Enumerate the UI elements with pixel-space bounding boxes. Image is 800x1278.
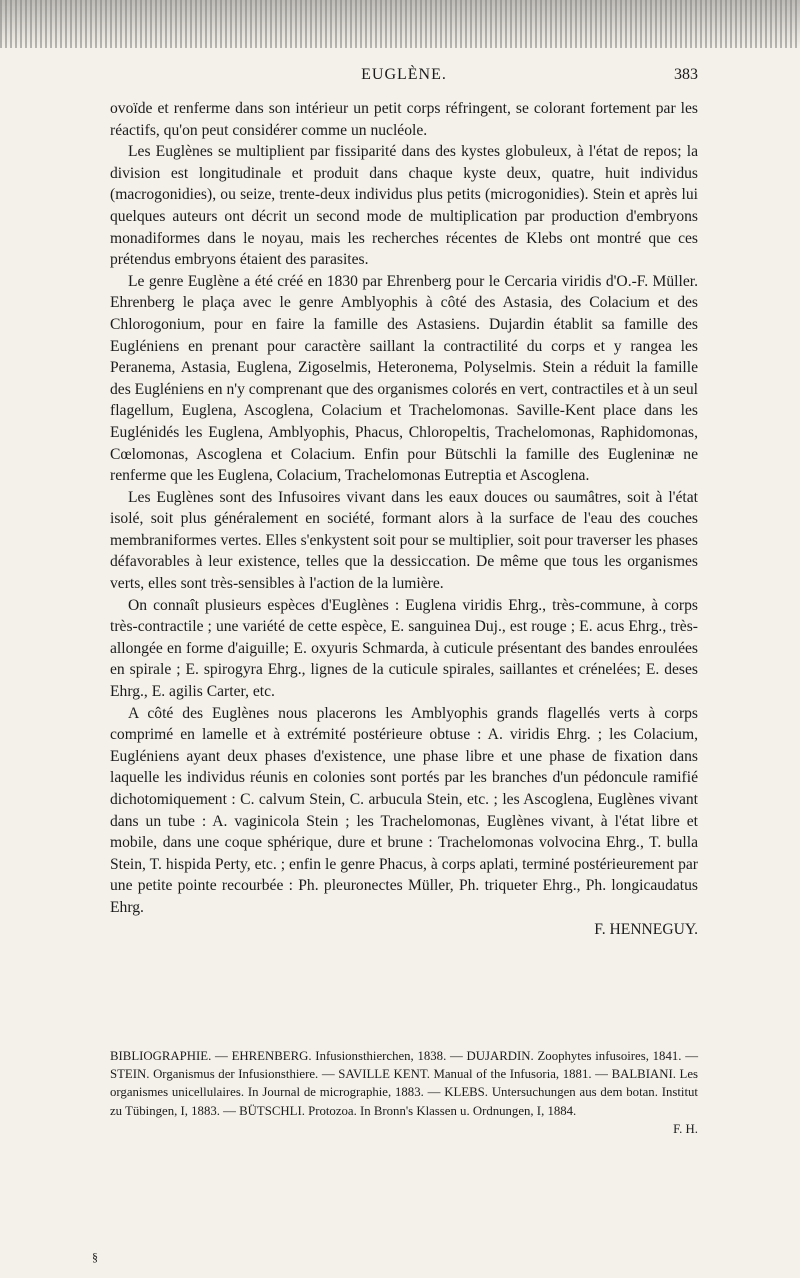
footer-mark: § (92, 1250, 98, 1264)
page-header (110, 66, 698, 88)
paragraph-6: A côté des Euglènes nous placerons les Amblyophis grands flagellés verts à corps comprimé en lamelle et à extrémité postérieure obtuse : A. viridis Ehrg. ; les Colacium, Eugléniens ayant deux phases d'existence, une phase libre et une phase de fixation dans laquelle les individus réunis en colonies sont portés par les branches d'un pédoncule ramifié dichotomiquement : C. calvum Stein, C. arbucula Stein, etc. ; les Ascoglena, Euglènes vivant dans un tube : A. vaginicola Stein ; les Trachelomonas, Euglènes vivant, à l'état libre et mobile, dans une coque sphérique, dure et brune : Trachelomonas volvocina Ehrg., T. bulla Stein, T. hispida Perty, etc. ; enfin le genre Phacus, à corps aplati, terminé postérieurement par une petite pointe recourbée : Ph. pleuronectes Müller, Ph. triqueter Ehrg., Ph. longicaudatus Ehrg. (110, 704, 698, 916)
author-signature: F. HENNEGUY. (594, 920, 698, 938)
bibliography (110, 1047, 698, 1138)
paragraph-1: ovoïde et renferme dans son intérieur un petit corps réfringent, se colorant fortement par les réactifs, qu'on peut considérer comme un nucléole. (110, 100, 698, 139)
paragraph-2: Les Euglènes se multiplient par fissiparité dans des kystes globuleux, à l'état de repos; la division est longitudinale et produit dans chaque kyste deux, quatre, huit individus (macrogonidies), ou seize, trente-deux individus plus petits (microgonidies). Stein et après lui quelques auteurs ont décrit un second mode de multiplication par production d'embryons monadiformes dans le noyau, mais les recherches récentes de Klebs ont montré que ces prétendus embryons étaient des parasites. (110, 143, 698, 269)
scan-edge-noise (0, 0, 800, 48)
paragraph-5: On connaît plusieurs espèces d'Euglènes : Euglena viridis Ehrg., très-commune, à corps très-contractile ; une variété de cette espèce, E. sanguinea Duj., est rouge ; E. acus Ehrg., très-allongée en forme d'aiguille; E. oxyuris Schmarda, à cuticule présentant des bandes enroulées en spirale ; E. spirogyra Ehrg., lignes de la cuticule spirales, saillantes et crénelées; E. deses Ehrg., E. agilis Carter, etc. (110, 596, 698, 701)
paragraph-4: Les Euglènes sont des Infusoires vivant dans les eaux douces ou saumâtres, soit à l'état isolé, soit plus généralement en société, formant alors à la surface de l'eau des couches membraniformes vertes. Elles s'enkystent soit pour se multiplier, soit pour traverser les phases défavorables à leur existence, telles que la dessiccation. De même que tous les organismes verts, elles sont très-sensibles à l'action de la lumière. (110, 488, 698, 593)
bibliography-text: BIBLIOGRAPHIE. — EHRENBERG. Infusionsthierchen, 1838. — DUJARDIN. Zoophytes infusoires, 1841. — STEIN. Organismus der Infusionsthiere. — SAVILLE KENT. Manual of the Infusoria, 1881. — BALBIANI. Les organismes unicellulaires. In Journal de micrographie, 1883. — KLEBS. Untersuchungen aus dem botan. Institut zu Tübingen, I, 1883. — BÜTSCHLI. Protozoa. In Bronn's Klassen u. Ordnungen, I, 1884. (110, 1049, 698, 1118)
article-body (110, 98, 698, 940)
page-number: 383 (674, 66, 698, 83)
paragraph-3: Le genre Euglène a été créé en 1830 par Ehrenberg pour le Cercaria viridis d'O.-F. Müller. Ehrenberg le plaça avec le genre Amblyophis à côté des Astasia, des Colacium et des Chlorogonium, pour en faire la famille des Astasiens. Dujardin établit sa famille des Eugléniens en prenant pour caractère saillant la contractilité du corps et y rangea les Peranema, Astasia, Euglena, Zigoselmis, Heteronema, Polyselmis. Stein a réduit la famille des Eugléniens en n'y comprenant que des organismes colorés en vert, contractiles et à un seul flagellum, Euglena, Ascoglena, Colacium et Trachelomonas. Saville-Kent place dans les Euglénidés les Euglena, Amblyophis, Phacus, Chloropeltis, Trachelomonas, Raphidomonas, Cœlomonas, Ascoglena et Colacium. Enfin pour Bütschli la famille des Eugleninæ ne renferme que les Euglena, Colacium, Trachelomonas Eutreptia et Ascoglena. (110, 272, 698, 485)
bibliography-initials: F. H. (673, 1121, 698, 1136)
running-head: EUGLÈNE. (361, 66, 447, 83)
